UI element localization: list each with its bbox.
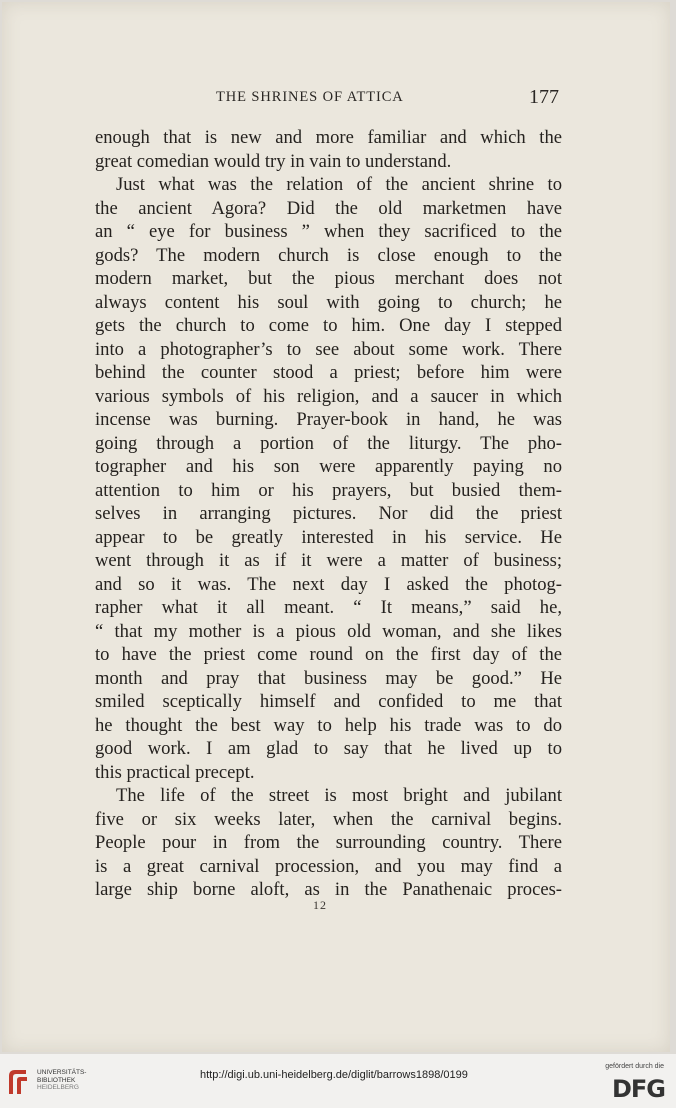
body-text [95, 126, 562, 902]
funding-note: gefördert durch die [605, 1063, 664, 1070]
page-number: 177 [529, 86, 559, 108]
text-line: selves in arranging pictures. Nor did the priest [95, 503, 562, 524]
text-line: going through a portion of the liturgy. The pho- [95, 432, 562, 454]
text-line: and so it was. The next day I asked the photog- [95, 573, 562, 595]
text-line: rapher what it all meant. “ It means,” said he, [95, 597, 562, 618]
text-line: went through it as if it were a matter of business; [95, 550, 562, 571]
text-line: is a great carnival procession, and you may find a [95, 855, 562, 877]
text-line: he thought the best way to help his trade was to do [95, 714, 562, 736]
text-line: The life of the street is most bright and jubilant [116, 785, 562, 806]
text-line: an “ eye for business ” when they sacrificed to the [95, 221, 562, 242]
text-line: “ that my mother is a pious old woman, and she likes [95, 620, 562, 642]
text-line: this practical precept. [95, 761, 255, 783]
text-line: five or six weeks later, when the carnival begins. [95, 808, 562, 830]
library-name [37, 1069, 86, 1092]
text-line: always content his soul with going to church; he [95, 291, 562, 313]
dfg-logo: DFG [611, 1075, 665, 1103]
text-line: large ship borne aloft, as in the Panathenaic proces- [95, 879, 562, 900]
text-line: various symbols of his religion, and a saucer in which [95, 385, 562, 407]
text-line: incense was burning. Prayer-book in hand, he was [95, 409, 562, 430]
text-line: enough that is new and more familiar and which the [95, 127, 562, 148]
text-line: into a photographer’s to see about some work. There [95, 338, 562, 360]
permalink-url[interactable]: http://digi.ub.uni-heidelberg.de/diglit/barrows1898/0199 [200, 1069, 468, 1081]
running-title: THE SHRINES OF ATTICA [216, 89, 404, 105]
text-line: month and pray that business may be good.” He [95, 667, 562, 689]
text-line: smiled sceptically himself and confided to me that [95, 691, 562, 712]
text-line: modern market, but the pious merchant does not [95, 268, 562, 289]
library-name-line: BIBLIOTHEK [37, 1076, 76, 1084]
library-name-line: UNIVERSITÄTS- [37, 1069, 87, 1076]
viewer-footer [0, 1054, 676, 1108]
text-line: Just what was the relation of the ancient shrine to [116, 174, 562, 195]
text-line: great comedian would try in vain to understand. [95, 150, 452, 172]
library-name-line: HEIDELBERG [37, 1084, 79, 1091]
text-line: attention to him or his prayers, but busied them- [95, 479, 562, 501]
text-line: behind the counter stood a priest; before him were [95, 362, 562, 383]
library-logo-icon [6, 1067, 30, 1097]
text-line: tographer and his son were apparently paying no [95, 456, 562, 477]
text-line: gets the church to come to him. One day I stepped [95, 315, 562, 336]
running-head [95, 86, 562, 110]
text-line: good work. I am glad to say that he lived up to [95, 738, 562, 759]
text-line: the ancient Agora? Did the old marketmen have [95, 197, 562, 219]
book-page [2, 2, 670, 1052]
text-line: appear to be greatly interested in his service. He [95, 526, 562, 548]
signature-mark: 12 [313, 898, 327, 912]
text-line: People pour in from the surrounding country. There [95, 832, 562, 853]
text-line: gods? The modern church is close enough to the [95, 244, 562, 266]
text-line: to have the priest come round on the first day of the [95, 644, 562, 665]
